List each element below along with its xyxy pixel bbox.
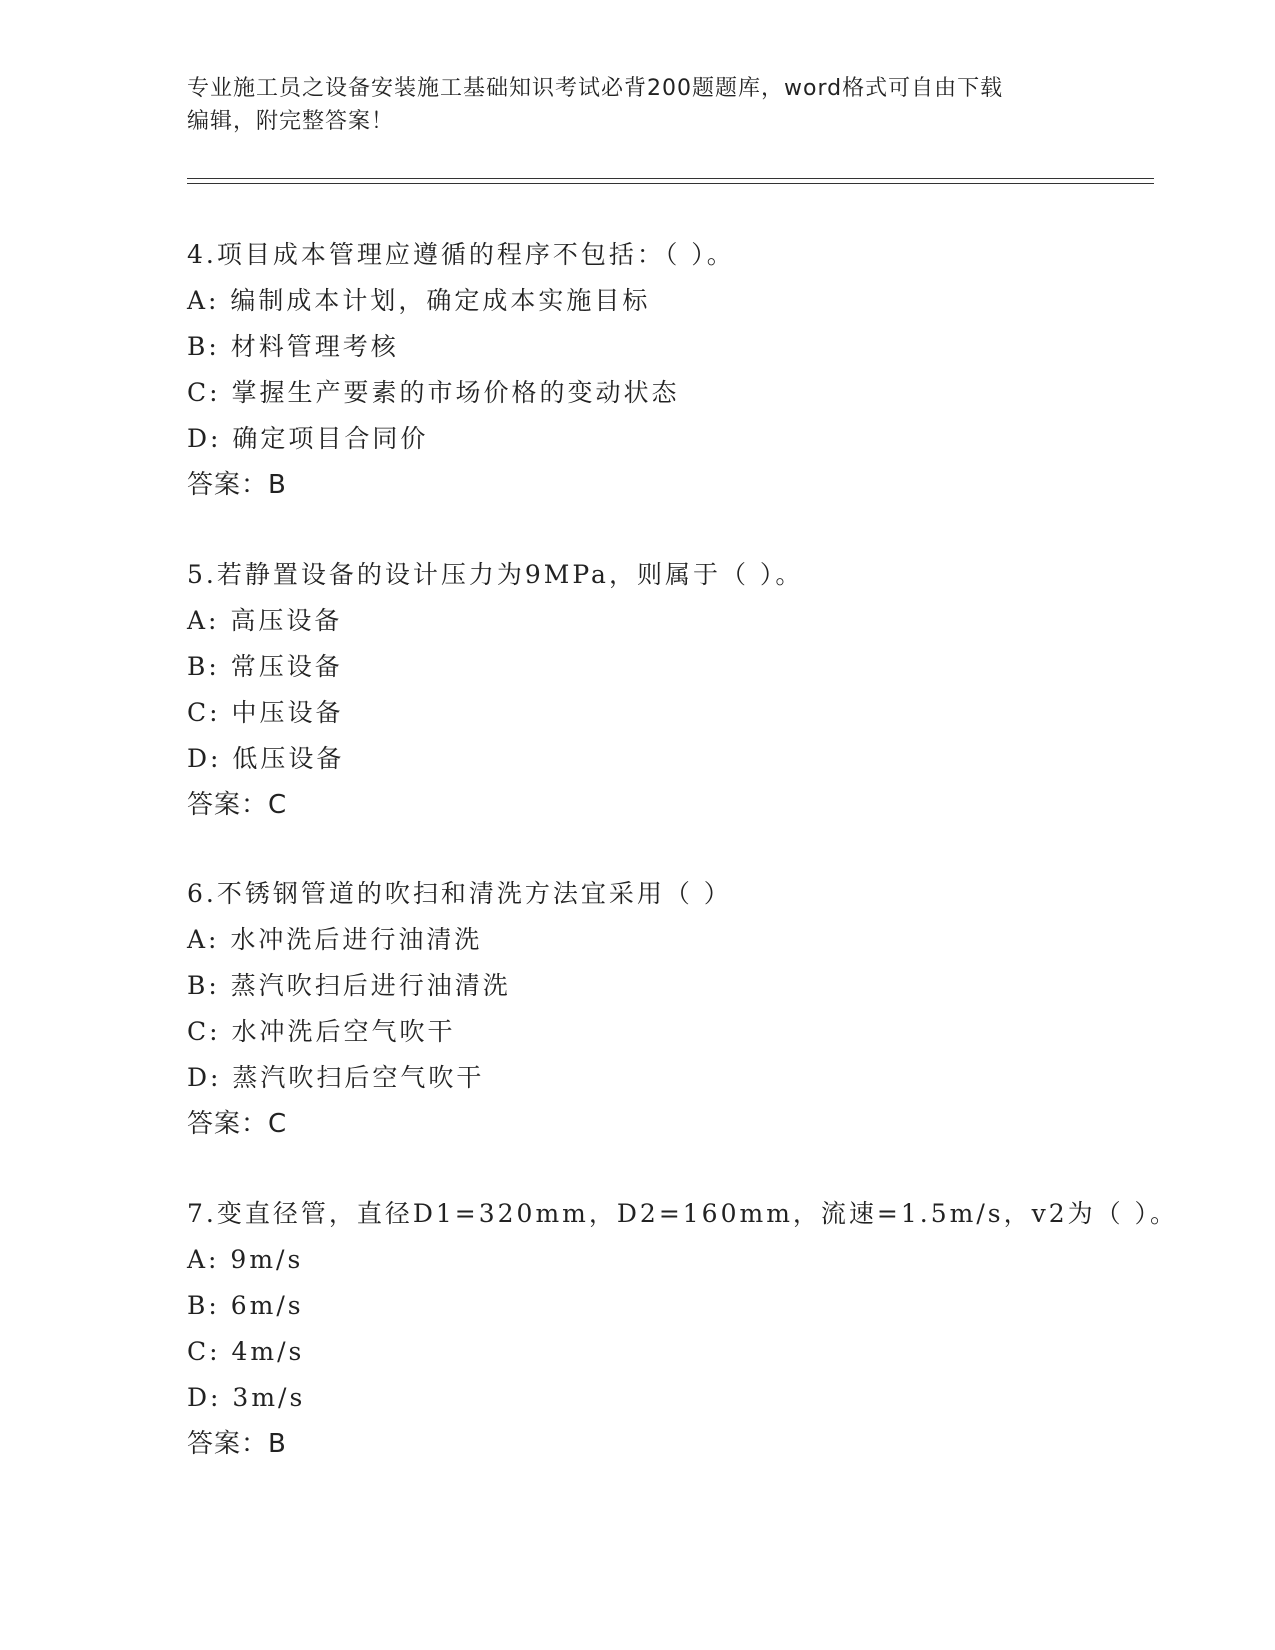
question-block xyxy=(187,1191,1179,1467)
option-c: C: 4m/s xyxy=(187,1337,305,1366)
option-a: A: 高压设备 xyxy=(187,606,343,635)
question-stem: 5.若静置设备的设计压力为9MPa，则属于（ ）。 xyxy=(187,560,804,589)
document-header xyxy=(187,72,1087,138)
question-stem: 4.项目成本管理应遵循的程序不包括：（ ）。 xyxy=(187,240,735,269)
option-b: B: 6m/s xyxy=(187,1291,304,1320)
answer-text: 答案：B xyxy=(187,1429,287,1459)
option-d: D: 蒸汽吹扫后空气吹干 xyxy=(187,1063,485,1092)
question-block xyxy=(187,552,1147,828)
option-c: C: 中压设备 xyxy=(187,698,344,727)
option-b: B: 蒸汽吹扫后进行油清洗 xyxy=(187,971,511,1000)
question-stem: 6.不锈钢管道的吹扫和清洗方法宜采用（ ） xyxy=(187,879,732,908)
option-d: D: 低压设备 xyxy=(187,744,345,773)
header-divider-top xyxy=(187,178,1154,179)
option-a: A: 水冲洗后进行油清洗 xyxy=(187,925,483,954)
option-d: D: 3m/s xyxy=(187,1383,306,1412)
header-line-2: 编辑，附完整答案！ xyxy=(187,109,395,134)
header-divider-bottom xyxy=(187,183,1154,184)
option-d: D: 确定项目合同价 xyxy=(187,424,429,453)
answer-text: 答案：B xyxy=(187,470,287,500)
question-stem: 7.变直径管，直径D1=320mm，D2=160mm，流速=1.5m/s，v2为（ ）。 xyxy=(187,1199,1179,1228)
answer-text: 答案：C xyxy=(187,790,288,820)
answer-text: 答案：C xyxy=(187,1109,288,1139)
question-block xyxy=(187,232,1147,508)
option-b: B: 材料管理考核 xyxy=(187,332,399,361)
header-line-1: 专业施工员之设备安装施工基础知识考试必背200题题库，word格式可自由下载 xyxy=(187,76,1004,101)
option-a: A: 9m/s xyxy=(187,1245,304,1274)
option-b: B: 常压设备 xyxy=(187,652,343,681)
option-c: C: 水冲洗后空气吹干 xyxy=(187,1017,456,1046)
option-c: C: 掌握生产要素的市场价格的变动状态 xyxy=(187,378,680,407)
option-a: A: 编制成本计划，确定成本实施目标 xyxy=(187,286,651,315)
question-block xyxy=(187,871,1147,1147)
